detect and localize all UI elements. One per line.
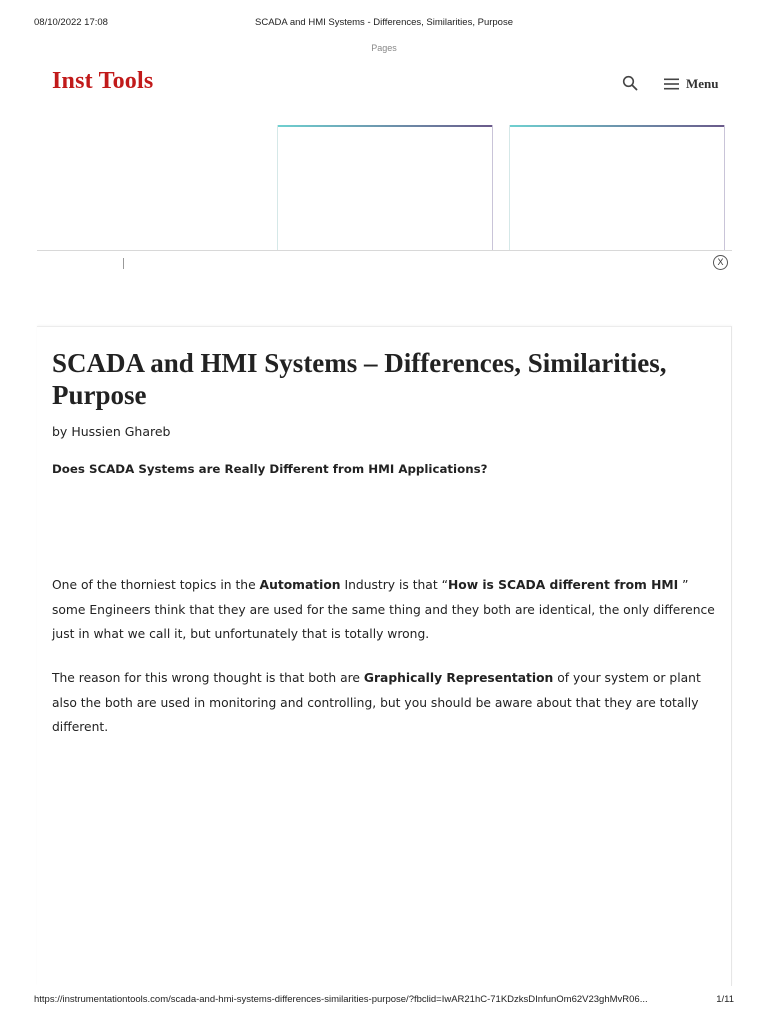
ad-divider <box>37 250 732 251</box>
lead-question: Does SCADA Systems are Really Different from HMI Applications? <box>52 462 488 476</box>
ad-slot[interactable] <box>509 125 725 250</box>
ad-slot-border <box>510 125 724 127</box>
ad-slot-border <box>278 125 492 127</box>
print-title: SCADA and HMI Systems - Differences, Similarities, Purpose <box>255 17 513 28</box>
paragraph <box>52 666 720 740</box>
emphasis-text: Automation <box>259 578 341 592</box>
article-title: SCADA and HMI Systems – Differences, Similarities, Purpose <box>52 348 667 410</box>
paragraph-text: ” some Engineers think that they are used for the same thing and they both are identical, the only difference just in what we call it, but unfortunately that is totally wrong. <box>52 578 715 641</box>
print-header <box>0 17 768 31</box>
menu-button[interactable] <box>664 74 719 94</box>
pages-label: Pages <box>371 43 397 53</box>
ad-slot[interactable] <box>277 125 493 250</box>
search-button[interactable] <box>622 75 640 93</box>
paragraph-text: Industry is that “ <box>340 578 448 592</box>
hamburger-icon <box>664 78 680 90</box>
paragraph <box>52 573 720 647</box>
ad-divider-tick <box>123 258 124 269</box>
byline <box>52 424 170 439</box>
site-logo[interactable]: Inst Tools <box>52 68 154 94</box>
print-footer <box>0 994 768 1008</box>
emphasis-text: How is SCADA different from HMI <box>447 578 679 592</box>
byline-prefix: by <box>52 424 72 439</box>
paragraph-text: The reason for this wrong thought is that both are <box>52 671 364 685</box>
close-icon[interactable]: X <box>713 255 728 270</box>
print-url: https://instrumentationtools.com/scada-and-hmi-systems-differences-similarities-purpose/?fbclid=IwAR21hC-71KDzksDInfunOm62V23ghMvR06... <box>34 994 648 1005</box>
paragraph-text: of your system or plant also the both are used in monitoring and controlling, but you should be aware about that they are totally different. <box>52 671 701 734</box>
emphasis-text: Graphically Representation <box>363 671 554 685</box>
search-icon <box>622 75 638 91</box>
author-link[interactable]: Hussien Ghareb <box>71 424 171 439</box>
menu-label: Menu <box>686 76 719 91</box>
print-page-number: 1/11 <box>716 994 734 1005</box>
print-datetime: 08/10/2022 17:08 <box>34 17 108 28</box>
paragraph-text: One of the thorniest topics in the <box>52 578 260 592</box>
